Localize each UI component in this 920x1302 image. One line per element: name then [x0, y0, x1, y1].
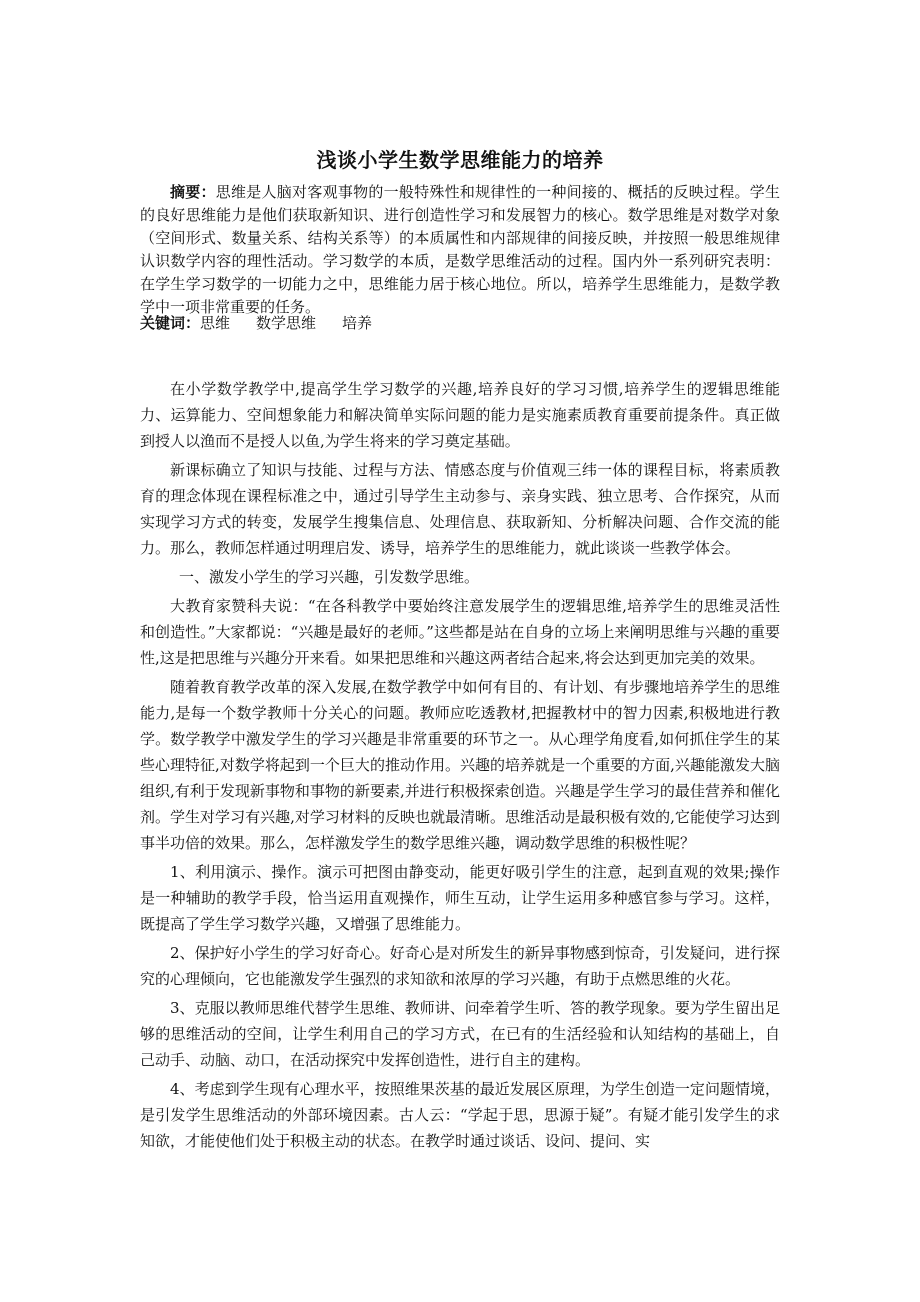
paragraph: 2、保护好小学生的学习好奇心。好奇心是对所发生的新异事物感到惊奇，引发疑问，进行探究的心理倾向，它也能激发学生强烈的求知欲和浓厚的学习兴趣，有助于点燃思维的火花。 [140, 944, 780, 988]
page-title: 浅谈小学生数学思维能力的培养 [316, 148, 604, 172]
section-heading: 一、激发小学生的学习兴趣，引发数学思维。 [179, 568, 480, 586]
paragraph: 4、考虑到学生现有心理水平，按照维果茨基的最近发展区原理，为学生创造一定问题情境，是引发学生思维活动的外部环境因素。古人云：“学起于思，思源于疑”。有疑才能引发学生的求知欲，才能使他们处于积极主动的状态。在教学时通过谈话、设问、提问、实 [140, 1080, 780, 1150]
keyword: 数学思维 [256, 314, 317, 332]
paragraph: 随着教育教学改革的深入发展,在数学教学中如何有目的、有计划、有步骤地培养学生的思维能力,是每一个数学教师十分关心的问题。教师应吃透教材,把握教材中的智力因素,积极地进行教学。数学教学中激发学生的学习兴趣是非常重要的环节之一。从心理学角度看,如何抓住学生的某些心理特征,对数学将起到一个巨大的推动作用。兴趣的培养就是一个重要的方面,兴趣能激发大脑组织,有利于发现新事物和事物的新要素,并进行积极探索创造。兴趣是学生学习的最佳营养和催化剂。学生对学习有兴趣,对学习材料的反映也就最清晰。思维活动是最积极有效的,它能使学习达到事半功倍的效果。那么，怎样激发学生的数学思维兴趣，调动数学思维的积极性呢？ [140, 678, 780, 852]
paragraph: 在小学数学教学中,提高学生学习数学的兴趣,培养良好的学习习惯,培养学生的逻辑思维能力、运算能力、空间想象能力和解决简单实际问题的能力是实施素质教育重要前提条件。真正做到授人以渔而不是授人以鱼,为学生将来的学习奠定基础。 [140, 380, 780, 450]
paragraph: 大教育家赞科夫说：“在各科教学中要始终注意发展学生的逻辑思维,培养学生的思维灵活性和创造性。”大家都说：“兴趣是最好的老师。”这些都是站在自身的立场上来阐明思维与兴趣的重要性,这是把思维与兴趣分开来看。如果把思维和兴趣这两者结合起来,将会达到更加完美的效果。 [140, 597, 780, 667]
keyword: 思维 [200, 314, 231, 332]
paragraph: 新课标确立了知识与技能、过程与方法、情感态度与价值观三纬一体的课程目标，将素质教育的理念体现在课程标准之中，通过引导学生主动参与、亲身实践、独立思考、合作探究，从而实现学习方式的转变，发展学生搜集信息、处理信息、获取新知、分析解决问题、合作交流的能力。那么，教师怎样通过明理启发、诱导，培养学生的思维能力，就此谈谈一些教学体会。 [140, 461, 780, 557]
keyword: 培养 [342, 314, 373, 332]
keywords [140, 312, 780, 335]
abstract-label: 摘要： [170, 183, 216, 201]
abstract [140, 181, 780, 319]
paragraph: 3、克服以教师思维代替学生思维、教师讲、问牵着学生听、答的教学现象。要为学生留出足够的思维活动的空间，让学生利用自己的学习方式，在已有的生活经验和认知结构的基础上，自己动手、动脑、动口，在活动探究中发挥创造性，进行自主的建构。 [140, 999, 780, 1069]
keywords-label: 关键词： [140, 314, 201, 332]
body-text [140, 376, 780, 1157]
paragraph: 1、利用演示、操作。演示可把图由静变动，能更好吸引学生的注意，起到直观的效果;操作是一种辅助的教学手段，恰当运用直观操作，师生互动，让学生运用多种感官参与学习。这样，既提高了学生学习数学兴趣，又增强了思维能力。 [140, 863, 780, 933]
abstract-text: 思维是人脑对客观事物的一般特殊性和规律性的一种间接的、概括的反映过程。学生的良好思维能力是他们获取新知识、进行创造性学习和发展智力的核心。数学思维是对数学对象（空间形式、数量关系、结构关系等）的本质属性和内部规律的间接反映，并按照一般思维规律认识数学内容的理性活动。学习数学的本质，是数学思维活动的过程。国内外一系列研究表明：在学生学习数学的一切能力之中，思维能力居于核心地位。所以，培养学生思维能力，是数学教学中一项非常重要的任务。 [140, 183, 780, 316]
